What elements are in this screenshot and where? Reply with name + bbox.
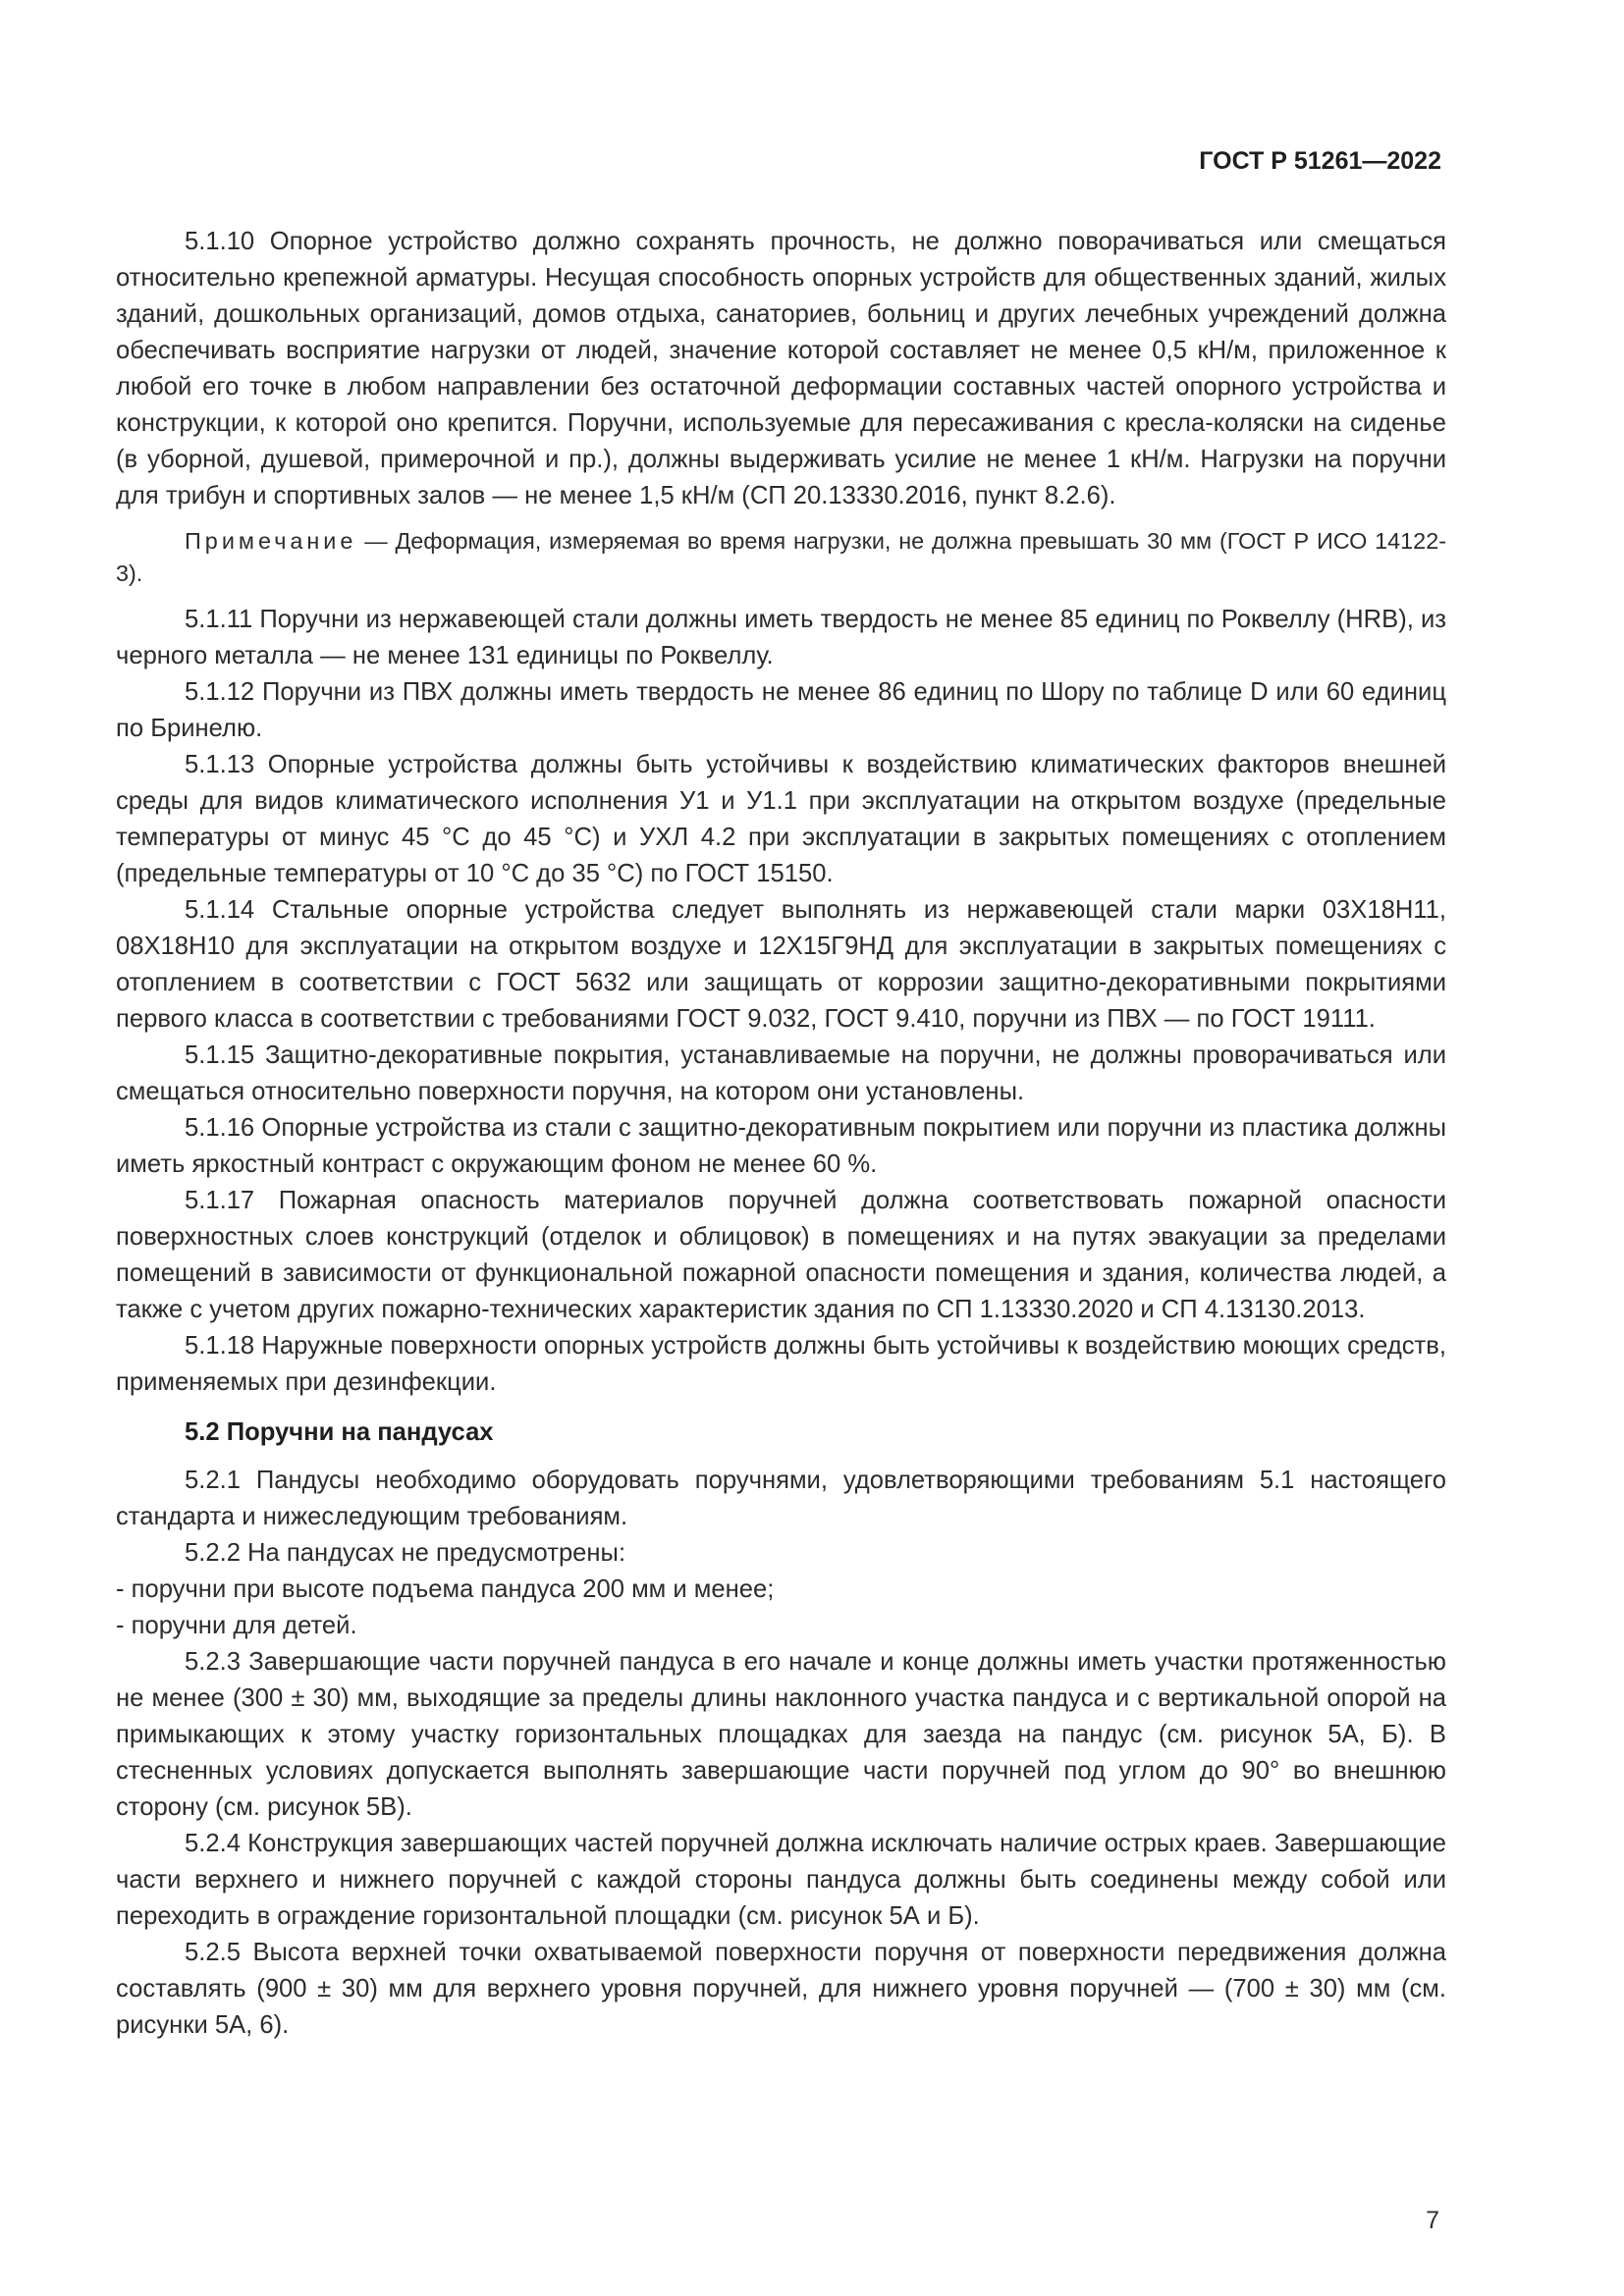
paragraph-5-1-17: 5.1.17 Пожарная опасность материалов поручней должна соответствовать пожарной опасности поверхностных слоев конструкций (отделок и облицовок) в помещениях и на путях эвакуации за пределами помещений в зависимости от функциональной пожарной опасности помещения и здания, количества людей, а также с учетом других пожарно-технических характеристик здания по СП 1.13330.2020 и СП 4.13130.2013.	[116, 1187, 1446, 1323]
note	[116, 525, 1446, 590]
document-header: ГОСТ Р 51261—2022	[1199, 147, 1441, 175]
paragraph-5-2-3: 5.2.3 Завершающие части поручней пандуса в его начале и конце должны иметь участки протяженностью не менее (300 ± 30) мм, выходящие за пределы длины наклонного участка пандуса и с вертикальной опорой на примыкающих к этому участку горизонтальных площадках для заезда на пандус (см. рисунок 5А, Б). В стесненных условиях допускается выполнять завершающие части поручней под углом до 90° во внешнюю сторону (см. рисунок 5В).	[116, 1648, 1446, 1821]
paragraph-5-2-1: 5.2.1 Пандусы необходимо оборудовать поручнями, удовлетворяющими требованиям 5.1 настоящего стандарта и нижеследующим требованиям.	[116, 1467, 1446, 1530]
paragraph-5-2-2: 5.2.2 На пандусах не предусмотрены:	[185, 1539, 626, 1567]
document-body	[116, 224, 1446, 2044]
list-item-1: - поручни при высоте подъема пандуса 200 мм и менее;	[116, 1575, 775, 1603]
paragraph-5-2-4: 5.2.4 Конструкция завершающих частей поручней должна исключать наличие острых краев. Завершающие части верхнего и нижнего поручней с каждой стороны пандуса должны быть соединены между собой или переходить в ограждение горизонтальной площадки (см. рисунок 5А и Б).	[116, 1830, 1446, 1930]
paragraph-5-1-18: 5.1.18 Наружные поверхности опорных устройств должны быть устойчивы к воздействию моющих средств, применяемых при дезинфекции.	[116, 1332, 1446, 1396]
paragraph-5-1-15: 5.1.15 Защитно-декоративные покрытия, устанавливаемые на поручни, не должны проворачиваться или смещаться относительно поверхности поручня, на котором они установлены.	[116, 1041, 1446, 1105]
list-item-2: - поручни для детей.	[116, 1612, 357, 1639]
paragraph-5-1-14: 5.1.14 Стальные опорные устройства следует выполнять из нержавеющей стали марки 03Х18Н11, 08Х18Н10 для эксплуатации на открытом воздухе и 12Х15Г9НД для эксплуатации в закрытых помещениях с отоплением в соответствии с ГОСТ 5632 или защищать от коррозии защитно-декоративными покрытиями первого класса в соответствии с требованиями ГОСТ 9.032, ГОСТ 9.410, поручни из ПВХ — по ГОСТ 19111.	[116, 896, 1446, 1033]
paragraph-5-1-12: 5.1.12 Поручни из ПВХ должны иметь твердость не менее 86 единиц по Шору по таблице D или 60 единиц по Бринелю.	[116, 678, 1446, 742]
page-number: 7	[1426, 2207, 1439, 2234]
paragraph-5-1-16: 5.1.16 Опорные устройства из стали с защитно-декоративным покрытием или поручни из пластика должны иметь яркостный контраст с окружающим фоном не менее 60 %.	[116, 1114, 1446, 1178]
paragraph-5-1-10: 5.1.10 Опорное устройство должно сохранять прочность, не должно поворачиваться или смещаться относительно крепежной арматуры. Несущая способность опорных устройств для общественных зданий, жилых зданий, дошкольных организаций, домов отдыха, санаториев, больниц и других лечебных учреждений должна обеспечивать восприятие нагрузки от людей, значение которой составляет не менее 0,5 кН/м, приложенное к любой его точке в любом направлении без остаточной деформации составных частей опорного устройства и конструкции, к которой оно крепится. Поручни, используемые для пересаживания с кресла-коляски на сиденье (в уборной, душевой, примерочной и пр.), должны выдерживать усилие не менее 1 кН/м. Нагрузки на поручни для трибун и спортивных залов — не менее 1,5 кН/м (СП 20.13330.2016, пункт 8.2.6).	[116, 228, 1446, 509]
note-text: — Деформация, измеряемая во время нагрузки, не должна превышать 30 мм (ГОСТ Р ИСО 14122-3).	[116, 528, 1446, 586]
note-label: Примечание	[185, 528, 357, 554]
paragraph-5-2-5: 5.2.5 Высота верхней точки охватываемой поверхности поручня от поверхности передвижения должна составлять (900 ± 30) мм для верхнего уровня поручней, для нижнего уровня поручней — (700 ± 30) мм (см. рисунки 5А, 6).	[116, 1939, 1446, 2039]
paragraph-5-1-11: 5.1.11 Поручни из нержавеющей стали должны иметь твердость не менее 85 единиц по Роквеллу (HRB), из черного металла — не менее 131 единицы по Роквеллу.	[116, 606, 1446, 669]
section-heading-5-2: 5.2 Поручни на пандусах	[185, 1418, 494, 1446]
paragraph-5-1-13: 5.1.13 Опорные устройства должны быть устойчивы к воздействию климатических факторов внешней среды для видов климатического исполнения У1 и У1.1 при эксплуатации на открытом воздухе (предельные температуры от минус 45 °С до 45 °С) и УХЛ 4.2 при эксплуатации в закрытых помещениях с отоплением (предельные температуры от 10 °С до 35 °С) по ГОСТ 15150.	[116, 751, 1446, 887]
